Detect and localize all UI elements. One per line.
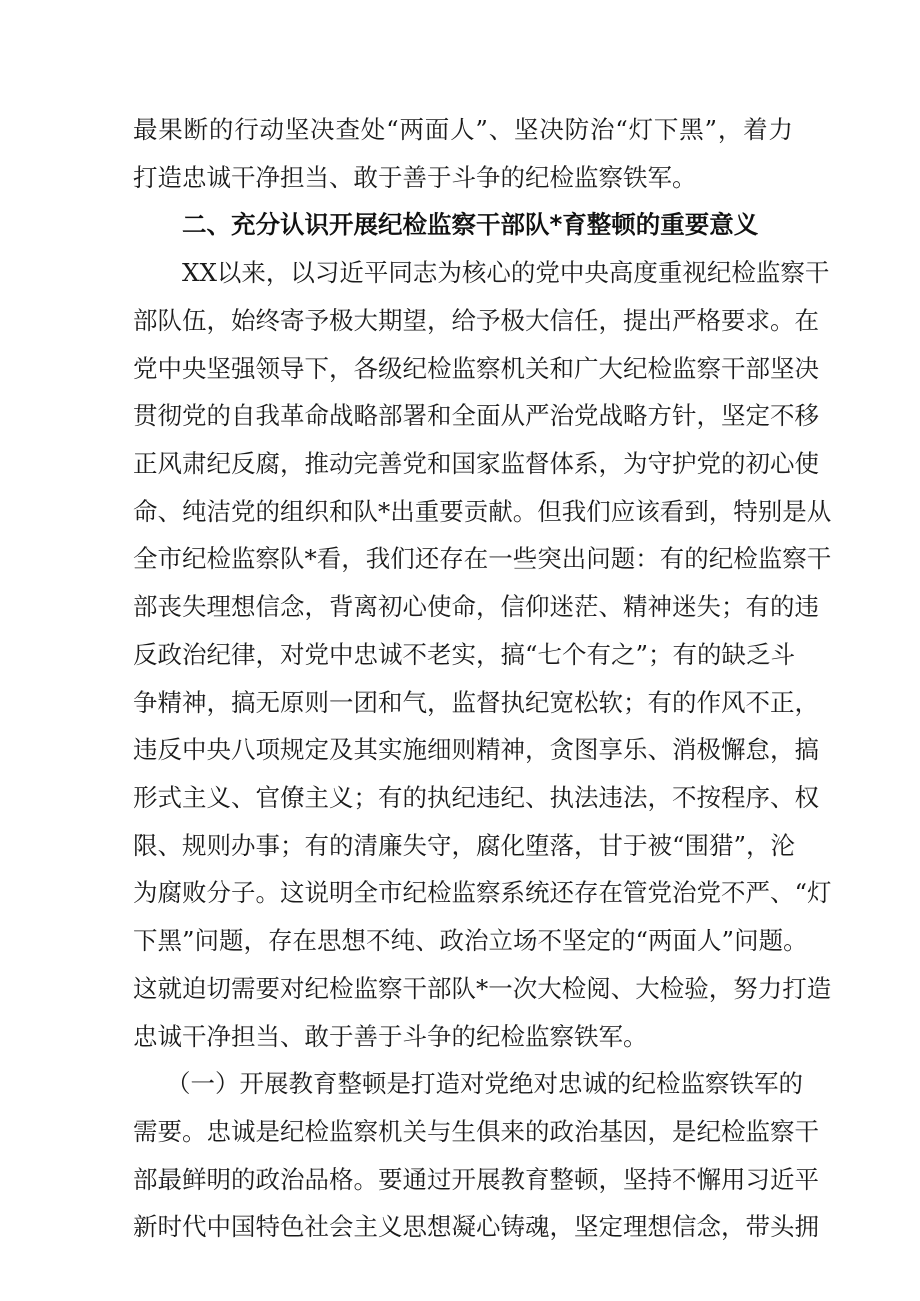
section-heading: 二、充分认识开展纪检监察干部队*育整顿的重要意义	[182, 210, 759, 239]
paragraph-line: （一）开展教育整顿是打造对党绝对忠诚的纪检监察铁军的	[166, 1069, 803, 1098]
intro-line-2: 打造忠诚干净担当、敢于善于斗争的纪检监察铁军。	[133, 163, 697, 192]
paragraph-line: 形式主义、官僚主义；有的执纪违纪、执法违法，不按程序、权	[133, 783, 819, 812]
paragraph-line: 这就迫切需要对纪检监察干部队*一次大检阅、大检验，努力打造	[133, 974, 832, 1003]
paragraph-line: 反政治纪律，对党中忠诚不老实，搞“七个有之”；有的缺乏斗	[133, 640, 796, 669]
paragraph-line: 部队伍，始终寄予极大期望，给予极大信任，提出严格要求。在	[133, 306, 819, 335]
intro-line-1: 最果断的行动坚决查处“两面人”、坚决防治“灯下黑”，着力	[133, 115, 793, 144]
paragraph-line: 命、纯洁党的组织和队*出重要贡献。但我们应该看到，特别是从	[133, 497, 832, 526]
paragraph-line: 忠诚干净担当、敢于善于斗争的纪检监察铁军。	[133, 1022, 648, 1051]
paragraph-line: 限、规则办事；有的清廉失守，腐化堕落，甘于被“围猎”，沦	[133, 831, 796, 860]
paragraph-line: 下黑”问题，存在思想不纯、政治立场不坚定的“两面人”问题。	[133, 926, 808, 955]
paragraph-line: 争精神，搞无原则一团和气，监督执纪宽松软；有的作风不正，	[133, 688, 819, 717]
paragraph-line: 新时代中国特色社会主义思想凝心铸魂，坚定理想信念，带头拥	[133, 1212, 819, 1241]
paragraph-line: 全市纪检监察队*看，我们还存在一些突出问题：有的纪检监察干	[133, 544, 832, 573]
paragraph-line: 正风肃纪反腐，推动完善党和国家监督体系，为守护党的初心使	[133, 449, 819, 478]
paragraph-line: 部最鲜明的政治品格。要通过开展教育整顿，坚持不懈用习近平	[133, 1165, 819, 1194]
paragraph-line: 为腐败分子。这说明全市纪检监察系统还存在管党治党不严、“灯	[133, 878, 832, 907]
paragraph-line: 需要。忠诚是纪检监察机关与生俱来的政治基因，是纪检监察干	[133, 1117, 819, 1146]
paragraph-line: 贯彻党的自我革命战略部署和全面从严治党战略方针，坚定不移	[133, 401, 819, 430]
paragraph-line: XX以来，以习近平同志为核心的党中央高度重视纪检监察干	[182, 258, 830, 287]
paragraph-line: 部丧失理想信念，背离初心使命，信仰迷茫、精神迷失；有的违	[133, 592, 819, 621]
paragraph-line: 党中央坚强领导下，各级纪检监察机关和广大纪检监察干部坚决	[133, 354, 819, 383]
paragraph-line: 违反中央八项规定及其实施细则精神，贪图享乐、消极懈怠，搞	[133, 735, 819, 764]
